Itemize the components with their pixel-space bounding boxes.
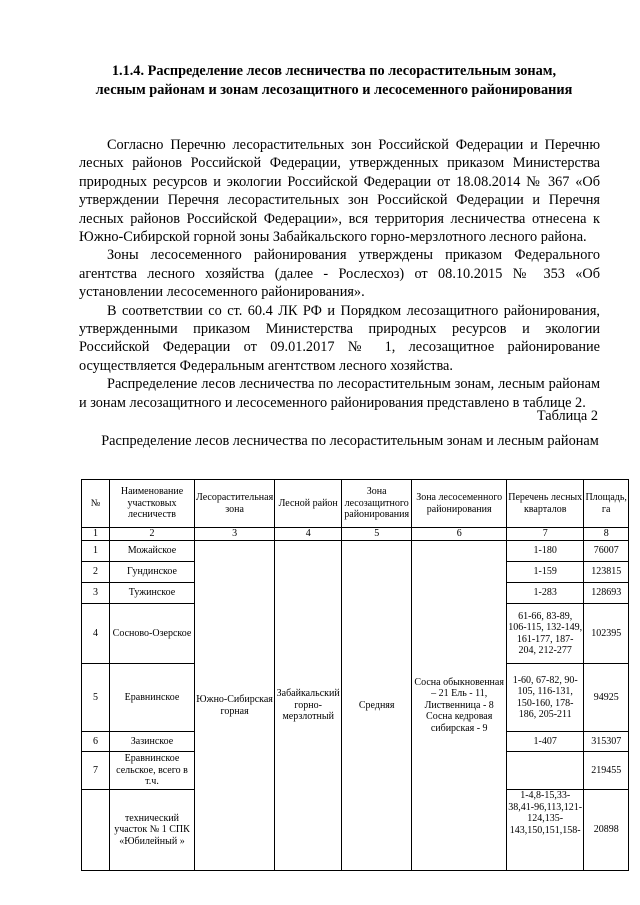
column-number: 1: [82, 528, 110, 541]
column-number: 6: [412, 528, 507, 541]
header-cell: Перечень лесных кварталов: [507, 480, 584, 528]
area-value: 128693: [584, 583, 629, 604]
row-number: 7: [82, 752, 110, 790]
area-value: 76007: [584, 541, 629, 562]
section-title-line-1: 1.1.4. Распределение лесов лесничества по лесорастительным зонам,: [111, 63, 557, 79]
table-header-row: [82, 480, 629, 528]
seed-zone-cell: Сосна обыкновенная – 21 Ель - 11, Лиственница - 8 Сосна кедровая сибирская - 9: [412, 541, 507, 871]
quarters-cell: [507, 790, 584, 871]
section-title-line-2: лесным районам и зонам лесозащитного и лесосеменного районирования: [95, 82, 573, 98]
quarters-list: 1-283: [507, 583, 584, 604]
header-cell: №: [82, 480, 110, 528]
quarters-list: 1-180: [507, 541, 584, 562]
forestry-name: Можайское: [110, 541, 195, 562]
column-number: 5: [342, 528, 412, 541]
paragraph: Зоны лесосеменного районирования утверждены приказом Федерального агентства лесного хозяйства (далее - Рослесхоз) от 08.10.2015 № 353 «Об установлении лесосеменного районирования».: [79, 247, 600, 301]
column-number-row: [82, 528, 629, 541]
column-number: 2: [110, 528, 195, 541]
forestry-name: Зазинское: [110, 732, 195, 752]
row-number: 6: [82, 732, 110, 752]
paragraph: Распределение лесов лесничества по лесорастительным зонам, лесным районам и зонам лесозащитного и лесосеменного районирования представлено в таблице 2.: [79, 376, 600, 411]
row-number: 3: [82, 583, 110, 604]
table-title: Распределение лесов лесничества по лесорастительным зонам и лесным районам: [101, 433, 599, 449]
table-row: [82, 541, 629, 562]
paragraph: В соответствии со ст. 60.4 ЛК РФ и Порядком лесозащитного районирования, утвержденными приказом Министерства природных ресурсов и экологии Российской Федерации от 09.01.2017 № 1, лесозащитное районирование осуществляется Федеральным агентством лесного хозяйства.: [79, 302, 600, 374]
header-cell: Зона лесозащитного районирования: [342, 480, 412, 528]
forestry-name: Гундинское: [110, 562, 195, 583]
row-number: 2: [82, 562, 110, 583]
quarters-list: 1-407: [507, 732, 584, 752]
area-value: 219455: [584, 752, 629, 790]
forest-district-cell: Забайкальский горно-мерзлотный: [275, 541, 342, 871]
area-value: 20898: [584, 790, 629, 871]
row-number: 4: [82, 604, 110, 664]
forestry-name: технический участок № 1 СПК «Юбилейный »: [110, 790, 195, 871]
header-cell: Зона лесосеменного районирования: [412, 480, 507, 528]
quarters-list: [507, 752, 584, 790]
forest-zone-cell: Южно-Сибирская горная: [195, 541, 275, 871]
column-number: 3: [195, 528, 275, 541]
row-number: [82, 790, 110, 871]
column-number: 8: [584, 528, 629, 541]
quarters-list: 1-60, 67-82, 90-105, 116-131, 150-160, 178-186, 205-211: [507, 664, 584, 732]
quarters-list: 1-159: [507, 562, 584, 583]
distribution-table: [81, 479, 629, 871]
forestry-name: Еравнинское сельское, всего в т.ч.: [110, 752, 195, 790]
forestry-name: Тужинское: [110, 583, 195, 604]
row-number: 1: [82, 541, 110, 562]
forestry-name: Сосново-Озерское: [110, 604, 195, 664]
header-cell: Лесорастительная зона: [195, 480, 275, 528]
quarters-list: 1-4,8-15,33-38,41-96,113,121-124,135-143,150,151,158-: [508, 790, 583, 836]
area-value: 123815: [584, 562, 629, 583]
column-number: 7: [507, 528, 584, 541]
body-text: [79, 136, 600, 412]
paragraph: Согласно Перечню лесорастительных зон Российской Федерации и Перечню лесных районов Российской Федерации, утвержденных приказом Министерства природных ресурсов и экологии Российской Федерации от 18.08.2014 № 367 «Об утверждении Перечня лесорастительных зон Российской Федерации и Перечня лесных районов Российской Федерации», вся территория лесничества отнесена к Южно-Сибирской горной зоны Забайкальского горно-мерзлотного лесного района.: [79, 137, 600, 246]
area-value: 94925: [584, 664, 629, 732]
table-caption: Таблица 2: [536, 408, 598, 424]
section-heading: [60, 62, 608, 100]
area-value: 102395: [584, 604, 629, 664]
header-cell: Лесной район: [275, 480, 342, 528]
row-number: 5: [82, 664, 110, 732]
forestry-name: Еравнинское: [110, 664, 195, 732]
area-value: 315307: [584, 732, 629, 752]
column-number: 4: [275, 528, 342, 541]
quarters-list: 61-66, 83-89, 106-115, 132-149, 161-177, 187-204, 212-277: [507, 604, 584, 664]
header-cell: Наименование участковых лесничеств: [110, 480, 195, 528]
header-cell: Площадь, га: [584, 480, 629, 528]
forest-protection-zone-cell: Средняя: [342, 541, 412, 871]
